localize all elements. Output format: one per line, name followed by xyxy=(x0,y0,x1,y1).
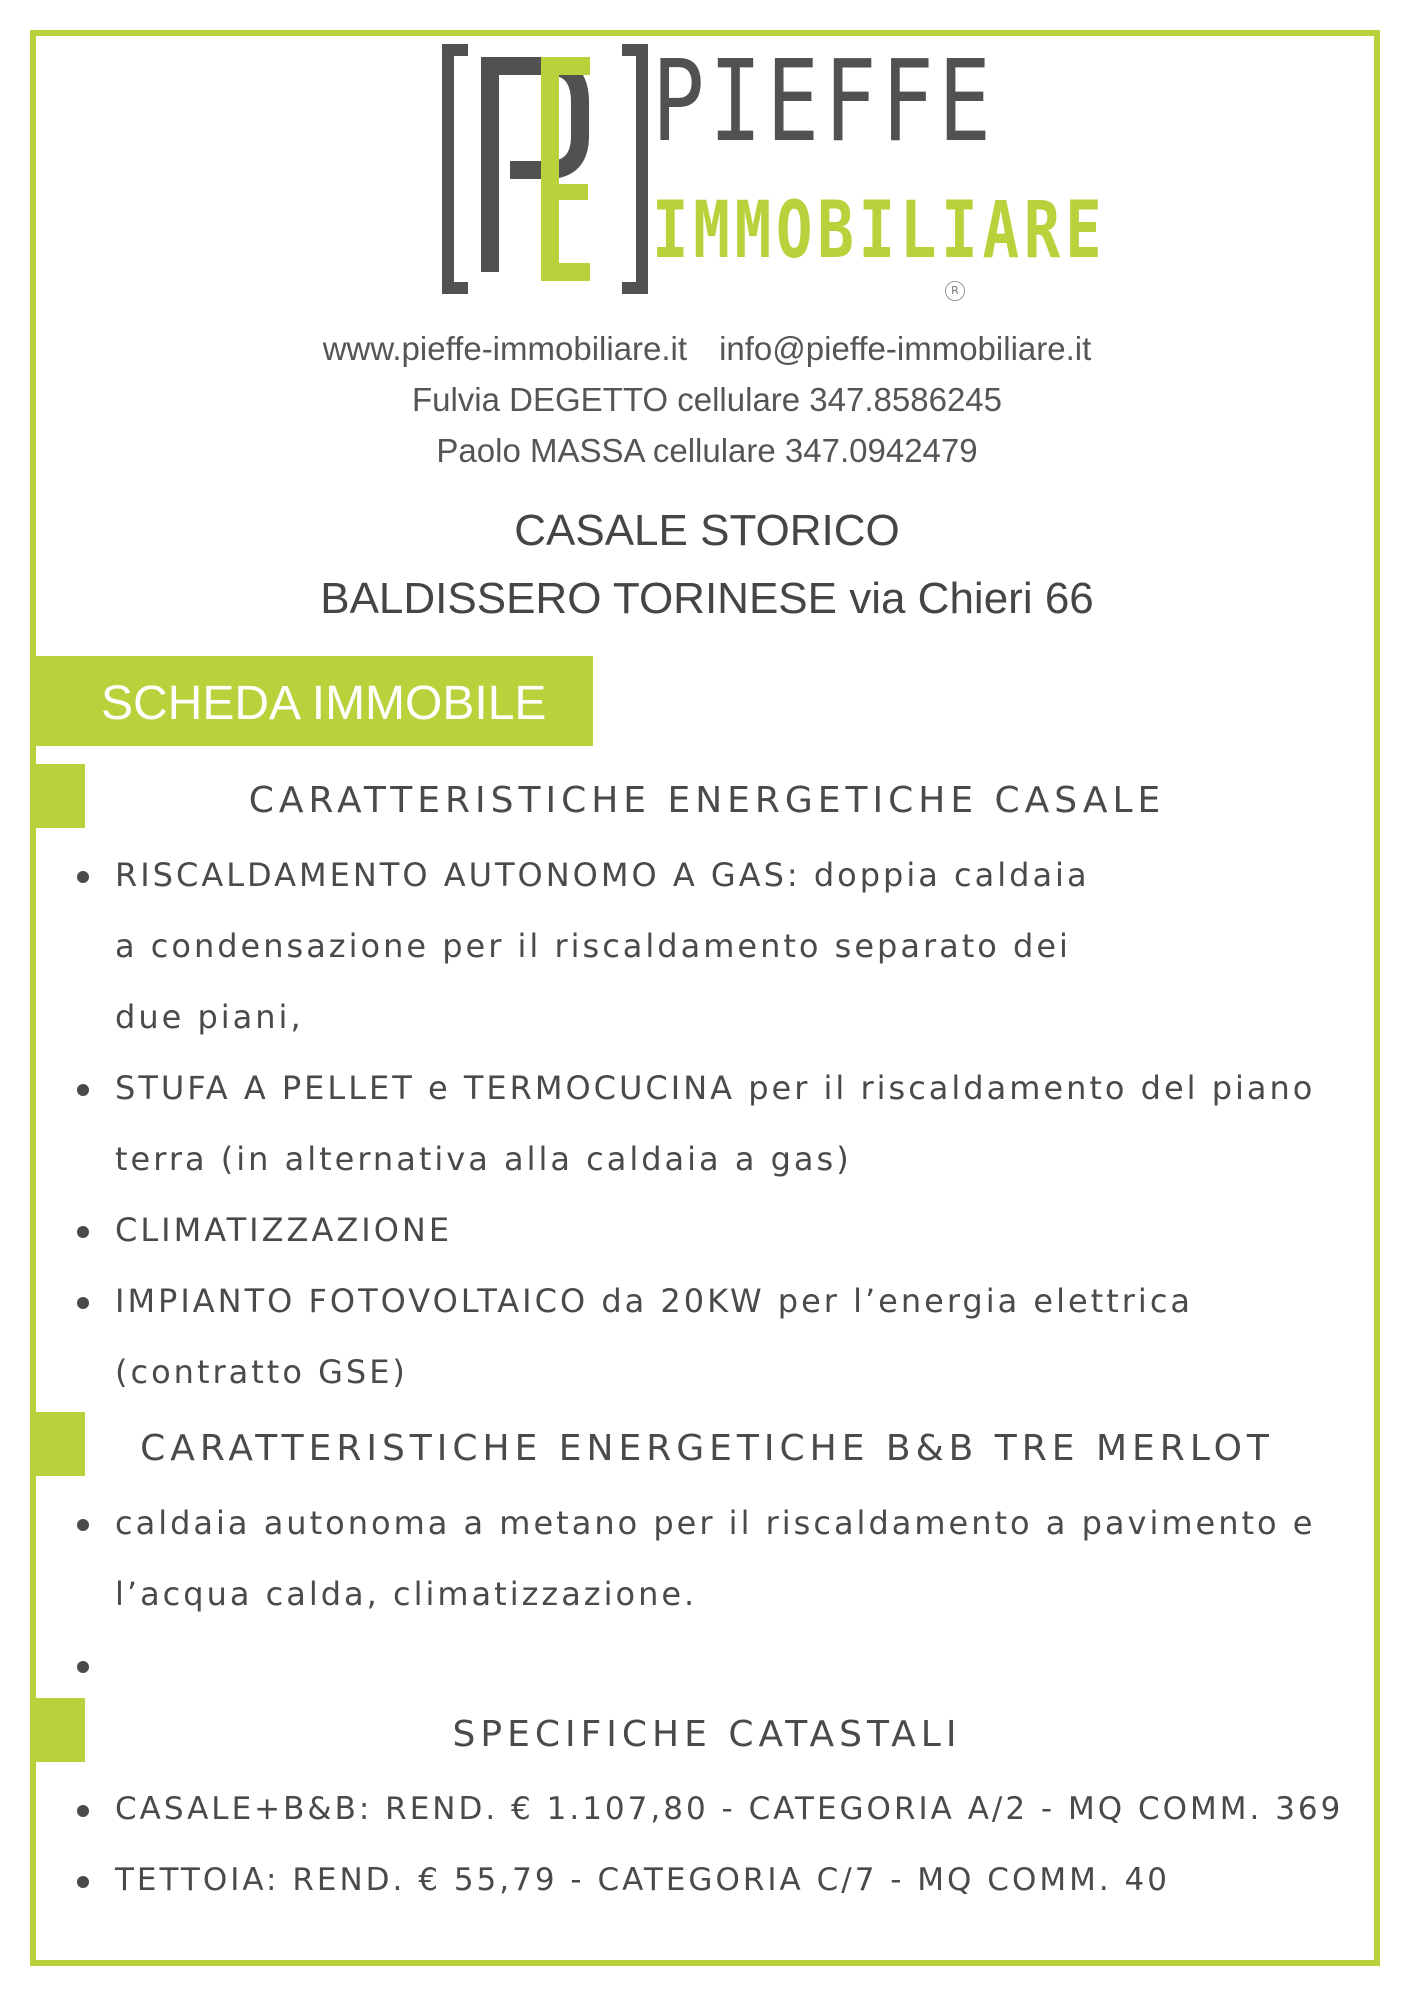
logo-mark-icon xyxy=(440,44,650,294)
list-item: IMPIANTO FOTOVOLTAICO da 20KW per l’energia elettrica (contratto GSE) xyxy=(77,1266,1265,1408)
property-location: BALDISSERO TORINESE via Chieri 66 xyxy=(320,574,1094,623)
list-item: RISCALDAMENTO AUTONOMO A GAS: doppia caldaia a condensazione per il riscaldamento separato dei due piani, xyxy=(77,840,1115,1053)
list-item: CLIMATIZZAZIONE xyxy=(77,1195,1347,1266)
logo-name: PIEFFE xyxy=(652,37,996,167)
bb-list xyxy=(77,1488,1347,1630)
logo-subtitle: IMMOBILIARE xyxy=(652,186,1107,276)
contact-agent-2: Paolo MASSA cellulare 347.0942479 xyxy=(436,432,978,469)
section-title-casale: CARATTERISTICHE ENERGETICHE CASALE xyxy=(248,780,1166,821)
contact-agent-1: Fulvia DEGETTO cellulare 347.8586245 xyxy=(411,381,1003,418)
registered-mark: R xyxy=(945,281,965,301)
website-link[interactable]: www.pieffe-immobiliare.it xyxy=(322,330,688,367)
catastali-list xyxy=(77,1774,1367,1916)
list-item: CASALE+B&B: REND. € 1.107,80 - CATEGORIA A/2 - MQ COMM. 369 xyxy=(77,1774,1367,1845)
list-item: STUFA A PELLET e TERMOCUCINA per il riscaldamento del piano terra (in alternativa alla caldaia a gas) xyxy=(77,1053,1345,1195)
contact-line-web xyxy=(0,330,1414,368)
company-logo xyxy=(440,37,1107,304)
casale-list xyxy=(77,840,1347,1408)
banner-label: SCHEDA IMMOBILE xyxy=(101,677,547,730)
list-item: caldaia autonoma a metano per il riscaldamento a pavimento e l’acqua calda, climatizzazione. xyxy=(77,1488,1345,1630)
section-title-catastali: SPECIFICHE CATASTALI xyxy=(452,1714,962,1755)
property-title: CASALE STORICO xyxy=(514,506,900,555)
section-title-bb: CARATTERISTICHE ENERGETICHE B&B TRE MERLOT xyxy=(140,1428,1274,1469)
list-item: TETTOIA: REND. € 55,79 - CATEGORIA C/7 - MQ COMM. 40 xyxy=(77,1845,1367,1916)
section-banner xyxy=(33,656,593,746)
email-link[interactable]: info@pieffe-immobiliare.it xyxy=(719,330,1092,367)
